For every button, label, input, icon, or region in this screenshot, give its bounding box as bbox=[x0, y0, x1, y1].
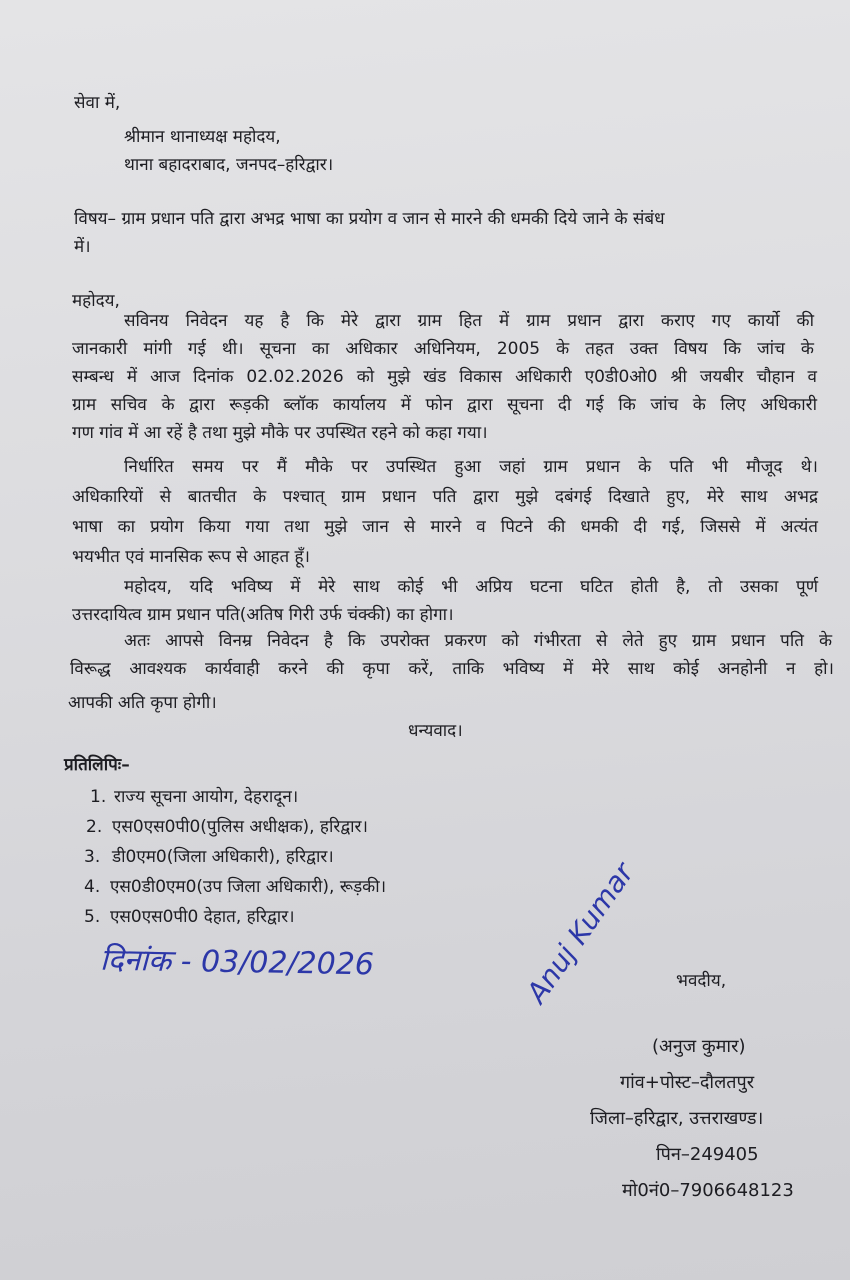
body-line: अतः आपसे विनम्र निवेदन है कि उपरोक्त प्रकरण को गंभीरता से लेते हुए ग्राम प्रधान पति के bbox=[124, 631, 832, 651]
copy-number: 3. bbox=[84, 847, 101, 867]
handwritten-date: दिनांक - 03/02/2026 bbox=[99, 942, 375, 983]
body-line: जानकारी मांगी गई थी। सूचना का अधिकार अधिनियम, 2005 के तहत उक्त विषय कि जांच के bbox=[72, 339, 814, 359]
greeting: महोदय, bbox=[72, 291, 120, 311]
body-line: सम्बन्ध में आज दिनांक 02.02.2026 को मुझे खंड विकास अधिकारी ए0डी0ओ0 श्री जयबीर चौहान व bbox=[72, 367, 817, 387]
sender-village: गांव+पोस्ट–दौलतपुर bbox=[620, 1072, 755, 1093]
body-line: भाषा का प्रयोग किया गया तथा मुझे जान से मारने व पिटने की धमकी दी गई, जिससे में अत्यंत bbox=[72, 517, 818, 537]
sender-pin: पिन–249405 bbox=[656, 1144, 759, 1165]
copy-number: 2. bbox=[86, 817, 103, 837]
body-line: विरूद्ध आवश्यक कार्यवाही करने की कृपा करें, ताकि भविष्य में मेरे साथ कोई अनहोनी न हो। bbox=[70, 659, 834, 679]
body-line: भयभीत एवं मानसिक रूप से आहत हूँ। bbox=[72, 547, 311, 567]
signature: Anuj Kumar bbox=[520, 856, 641, 1009]
closing: भवदीय, bbox=[676, 971, 727, 991]
copy-number: 4. bbox=[84, 877, 101, 897]
body-line: आपकी अति कृपा होगी। bbox=[68, 693, 217, 713]
sender-district: जिला–हरिद्वार, उत्तराखण्ड। bbox=[590, 1108, 764, 1129]
copy-item: एस0एस0पी0(पुलिस अधीक्षक), हरिद्वार। bbox=[112, 817, 368, 837]
body-line: महोदय, यदि भविष्य में मेरे साथ कोई भी अप्रिय घटना घटित होती है, तो उसका पूर्ण bbox=[124, 577, 818, 597]
sender-mobile: मो0नं0–7906648123 bbox=[622, 1180, 794, 1201]
copy-item: एस0एस0पी0 देहात, हरिद्वार। bbox=[110, 907, 295, 927]
body-line: गण गांव में आ रहें है तथा मुझे मौके पर उपस्थित रहने को कहा गया। bbox=[72, 423, 488, 443]
copy-item: एस0डी0एम0(उप जिला अधिकारी), रूड़की। bbox=[110, 877, 387, 897]
body-line: उत्तरदायित्व ग्राम प्रधान पति(अतिष गिरी उर्फ चंक्की) का होगा। bbox=[72, 605, 454, 625]
subject-line-2: में। bbox=[74, 237, 91, 257]
body-line: अधिकारियों से बातचीत के पश्चात् ग्राम प्रधान पति द्वारा मुझे दबंगई दिखाते हुए, मेरे साथ अभद्र bbox=[72, 487, 818, 507]
subject-line-1: विषय– ग्राम प्रधान पति द्वारा अभद्र भाषा का प्रयोग व जान से मारने की धमकी दिये जाने के संबंध bbox=[74, 209, 665, 229]
copy-item: राज्य सूचना आयोग, देहरादून। bbox=[114, 787, 299, 807]
copy-heading: प्रतिलिपिः– bbox=[64, 755, 130, 775]
copy-number: 5. bbox=[84, 907, 101, 927]
copy-number: 1. bbox=[90, 787, 107, 807]
copy-item: डी0एम0(जिला अधिकारी), हरिद्वार। bbox=[112, 847, 334, 867]
recipient-line-1: श्रीमान थानाध्यक्ष महोदय, bbox=[124, 127, 281, 147]
body-line: ग्राम सचिव के द्वारा रूड़की ब्लॉक कार्यालय में फोन द्वारा सूचना दी गई कि जांच के लिए अधिकारी bbox=[72, 395, 817, 415]
body-line: निर्धारित समय पर मैं मौके पर उपस्थित हुआ जहां ग्राम प्रधान के पति भी मौजूद थे। bbox=[124, 457, 818, 477]
sender-name: (अनुज कुमार) bbox=[652, 1036, 746, 1057]
thanks: धन्यवाद। bbox=[408, 721, 463, 741]
body-line: सविनय निवेदन यह है कि मेरे द्वारा ग्राम हित में ग्राम प्रधान द्वारा कराए गए कार्यो की bbox=[124, 311, 814, 331]
recipient-line-2: थाना बहादराबाद, जनपद–हरिद्वार। bbox=[124, 155, 334, 175]
salutation-to: सेवा में, bbox=[74, 93, 121, 113]
